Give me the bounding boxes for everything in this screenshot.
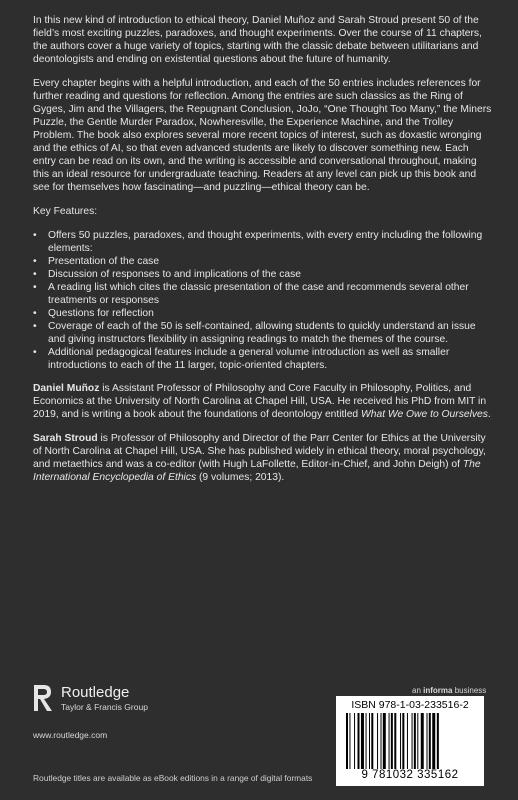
- barcode-box: [336, 696, 484, 786]
- barcode-icon: [342, 713, 478, 769]
- book-title: The International Encyclopedia of Ethics: [33, 459, 481, 483]
- barcode-bar: [432, 713, 435, 769]
- informa-business-label: an informa business: [412, 686, 487, 695]
- author-bio-stroud: [33, 432, 493, 484]
- barcode-bar: [371, 713, 373, 769]
- key-features-list: [33, 229, 493, 372]
- ebook-note: Routledge titles are available as eBook editions in a range of digital formats: [33, 773, 313, 783]
- ean-digits: 9 781032 335162: [361, 769, 459, 781]
- barcode-bar: [421, 713, 424, 769]
- bio-text: is Professor of Philosophy and Director of the Parr Center for Ethics at the University of North Carolina at Chapel Hill, USA. She has published widely in ethical theory, moral psychology, and metaethics and was a co-editor (with Hugh LaFollette, Editor-in-Chief, and John Deigh) of: [33, 433, 486, 470]
- list-item: [33, 229, 493, 372]
- author-name: Sarah Stroud: [33, 433, 98, 444]
- barcode-bar: [394, 713, 396, 769]
- bio-text-end: (9 volumes; 2013).: [196, 472, 285, 483]
- barcode-bar: [377, 713, 378, 769]
- barcode-bar: [381, 713, 382, 769]
- isbn-text: ISBN 978-1-03-233516-2: [351, 699, 469, 711]
- sub-features-list: [48, 255, 493, 372]
- intro-paragraph: In this new kind of introduction to ethical theory, Daniel Muñoz and Sarah Stroud present 50 of the field’s most exciting puzzles, paradoxes, and thought experiments. Over the course of 11 chapters, the authors cover a huge variety of topics, starting with the classic debate between utilitarians and deontologists and ending on existential questions about the future of humanity.: [33, 15, 482, 65]
- barcode-bar: [402, 713, 404, 769]
- barcode-bar: [427, 713, 428, 769]
- author-name: Daniel Muñoz: [33, 383, 100, 394]
- barcode-bar: [383, 713, 386, 769]
- list-item: • Additional pedagogical features include a general volume introduction as well as smaller introductions to each of the 11 larger, topic-oriented chapters.: [48, 346, 493, 372]
- routledge-r-icon: [33, 684, 53, 712]
- publisher-name: Routledge: [61, 684, 130, 701]
- barcode-bar: [417, 713, 418, 769]
- description-paragraph: Every chapter begins with a helpful introduction, and each of the 50 entries includes references for further reading and questions for reflection. Among the entries are such classics as the Ring of Gyges, Jim and the Villagers, the Repugnant Conclusion, JoJo, “One Thought Too Many,” the Miners Puzzle, the Gentle Murder Paradox, Nowheresville, the Experience Machine, and the Trolley Problem. The book also explores several more recent topics of interest, such as doxastic wronging and the ethics of AI, so that even advanced students are likely to discover something new. Each entry can be read on its own, and the writing is accessible and conversational throughout, making this an ideal resource for undergraduate teaching. Readers at any level can pick up this book and see for themselves how fascinating—and puzzling—ethical theory can be.: [33, 78, 492, 193]
- publisher-url: www.routledge.com: [33, 730, 108, 740]
- key-features-heading: Key Features:: [33, 206, 98, 217]
- barcode-bar: [349, 713, 350, 769]
- list-item: • Presentation of the case: [48, 255, 493, 268]
- barcode-bar: [358, 713, 360, 769]
- barcode-bar: [361, 713, 364, 769]
- back-cover-text: [33, 14, 493, 495]
- author-bio-munoz: [33, 382, 493, 421]
- main-feature: Offers 50 puzzles, paradoxes, and thought experiments, with every entry including the following elements:: [48, 230, 483, 254]
- list-item: • A reading list which cites the classic presentation of the case and recommends several other treatments or responses: [48, 281, 493, 307]
- barcode-bar: [400, 713, 401, 769]
- barcode-bar: [407, 713, 408, 769]
- bio-text: is Assistant Professor of Philosophy and Core Faculty in Philosophy, Politics, and Economics at the University of North Carolina at Chapel Hill, USA. He received his PhD from MIT in 2019, and is writing a book about the foundations of deontology entitled: [33, 383, 487, 420]
- barcode-bar: [354, 713, 355, 769]
- barcode-bar: [412, 713, 413, 769]
- bio-text-end: .: [487, 409, 491, 420]
- informa-brand: informa: [423, 686, 453, 695]
- barcode-bar: [369, 713, 370, 769]
- barcode-bar: [391, 713, 393, 769]
- barcode-bar: [437, 713, 439, 769]
- logo-text: [61, 684, 148, 712]
- barcode-bar: [366, 713, 367, 769]
- publisher-group: Taylor & Francis Group: [61, 702, 148, 712]
- barcode-bar: [414, 713, 416, 769]
- barcode-bar: [346, 713, 348, 769]
- barcode-bar: [389, 713, 390, 769]
- book-title: What We Owe to Ourselves: [361, 409, 488, 420]
- list-item: • Coverage of each of the 50 is self-contained, allowing students to quickly understand an issue and giving instructors flexibility in assigning readings to match the themes of the course.: [48, 320, 493, 346]
- list-item: • Discussion of responses to and implications of the case: [48, 268, 493, 281]
- list-item: • Questions for reflection: [48, 307, 493, 320]
- barcode-bar: [429, 713, 431, 769]
